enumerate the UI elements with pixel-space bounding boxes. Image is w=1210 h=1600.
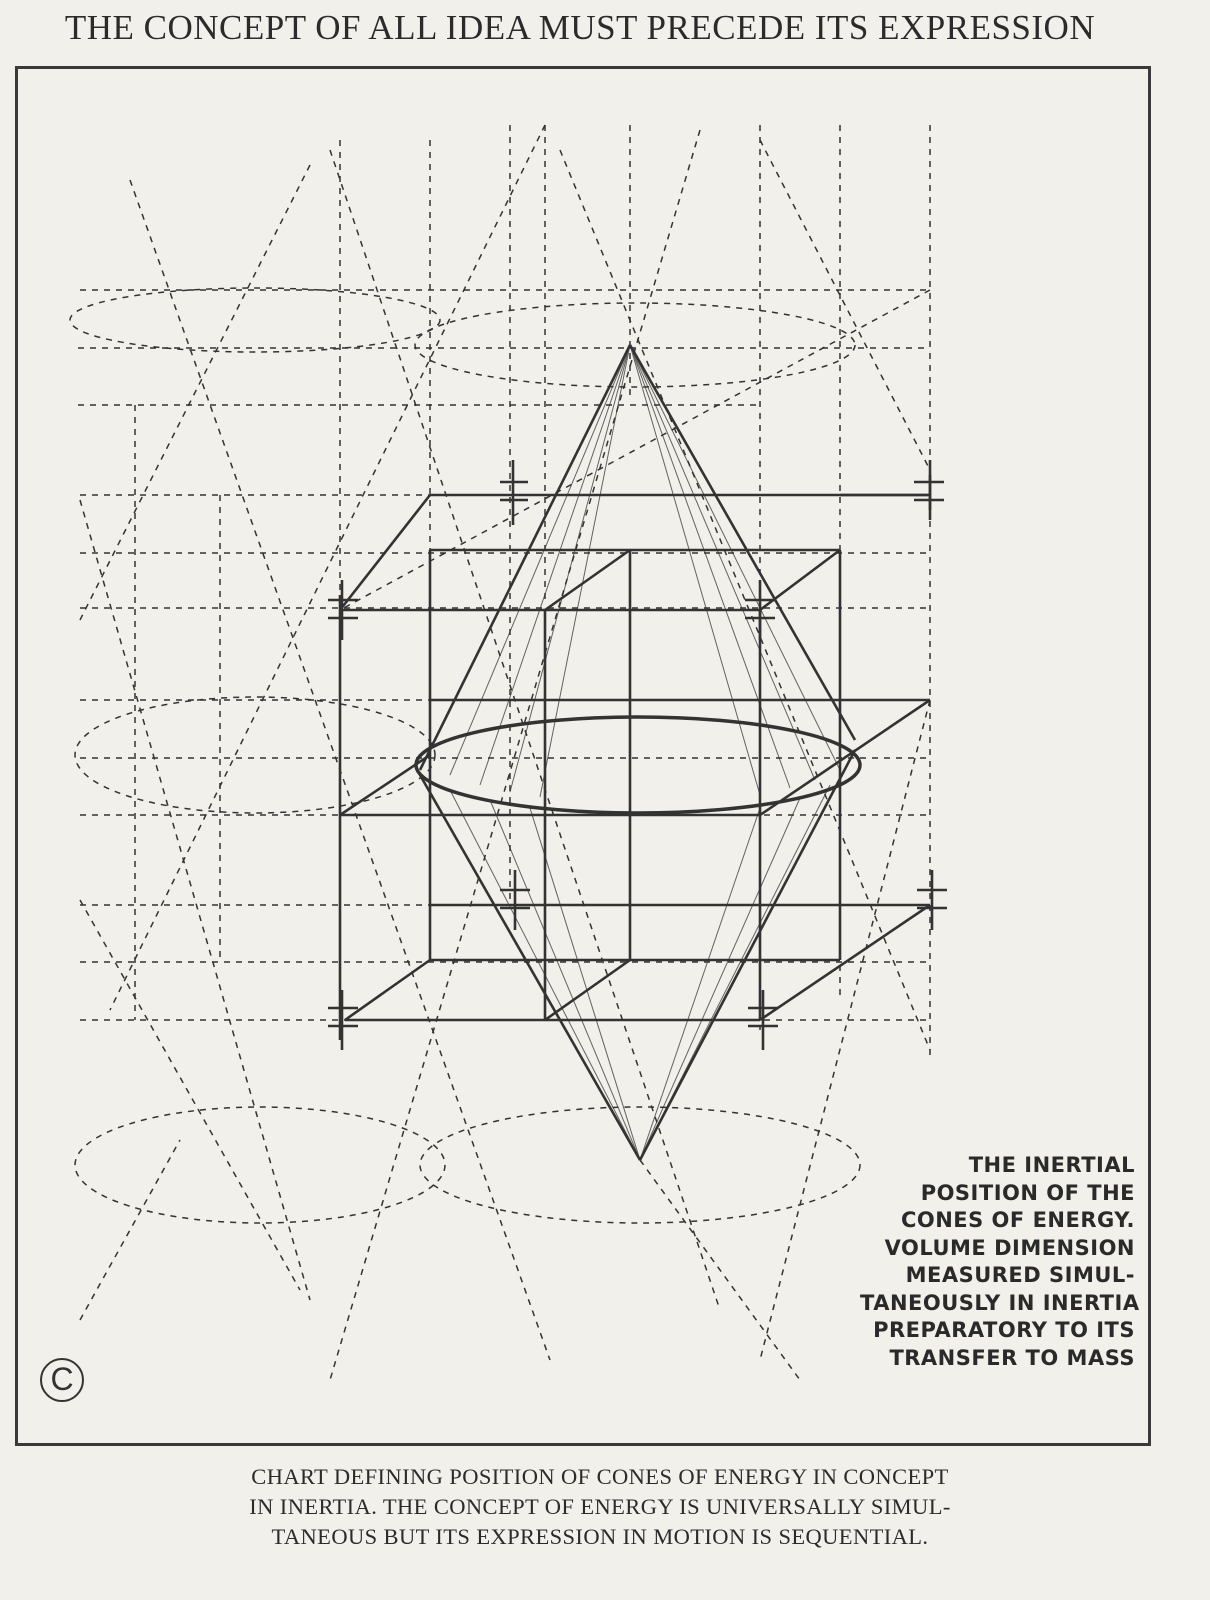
diagram-annotation: [860, 1152, 1140, 1372]
caption-line: IN INERTIA. THE CONCEPT OF ENERGY IS UNIVERSALLY SIMUL-: [249, 1494, 951, 1519]
caption-line: CHART DEFINING POSITION OF CONES OF ENERGY IN CONCEPT: [251, 1464, 949, 1489]
figure-caption: [120, 1462, 1080, 1552]
page-title: THE CONCEPT OF ALL IDEA MUST PRECEDE ITS EXPRESSION: [64, 8, 1096, 47]
copyright-icon: C: [40, 1358, 84, 1402]
annotation-line: CONES OF ENERGY.: [900, 1208, 1135, 1232]
annotation-line: TANEOUSLY IN INERTIA: [860, 1290, 1140, 1315]
annotation-line: VOLUME DIMENSION: [884, 1235, 1135, 1260]
caption-line: TANEOUS BUT ITS EXPRESSION IN MOTION IS SEQUENTIAL.: [271, 1524, 929, 1549]
annotation-line: MEASURED SIMUL-: [905, 1263, 1135, 1287]
annotation-line: PREPARATORY TO ITS: [873, 1318, 1135, 1342]
annotation-line: THE INERTIAL: [968, 1153, 1135, 1177]
annotation-line: TRANSFER TO MASS: [889, 1345, 1135, 1370]
annotation-line: POSITION OF THE: [920, 1180, 1135, 1205]
